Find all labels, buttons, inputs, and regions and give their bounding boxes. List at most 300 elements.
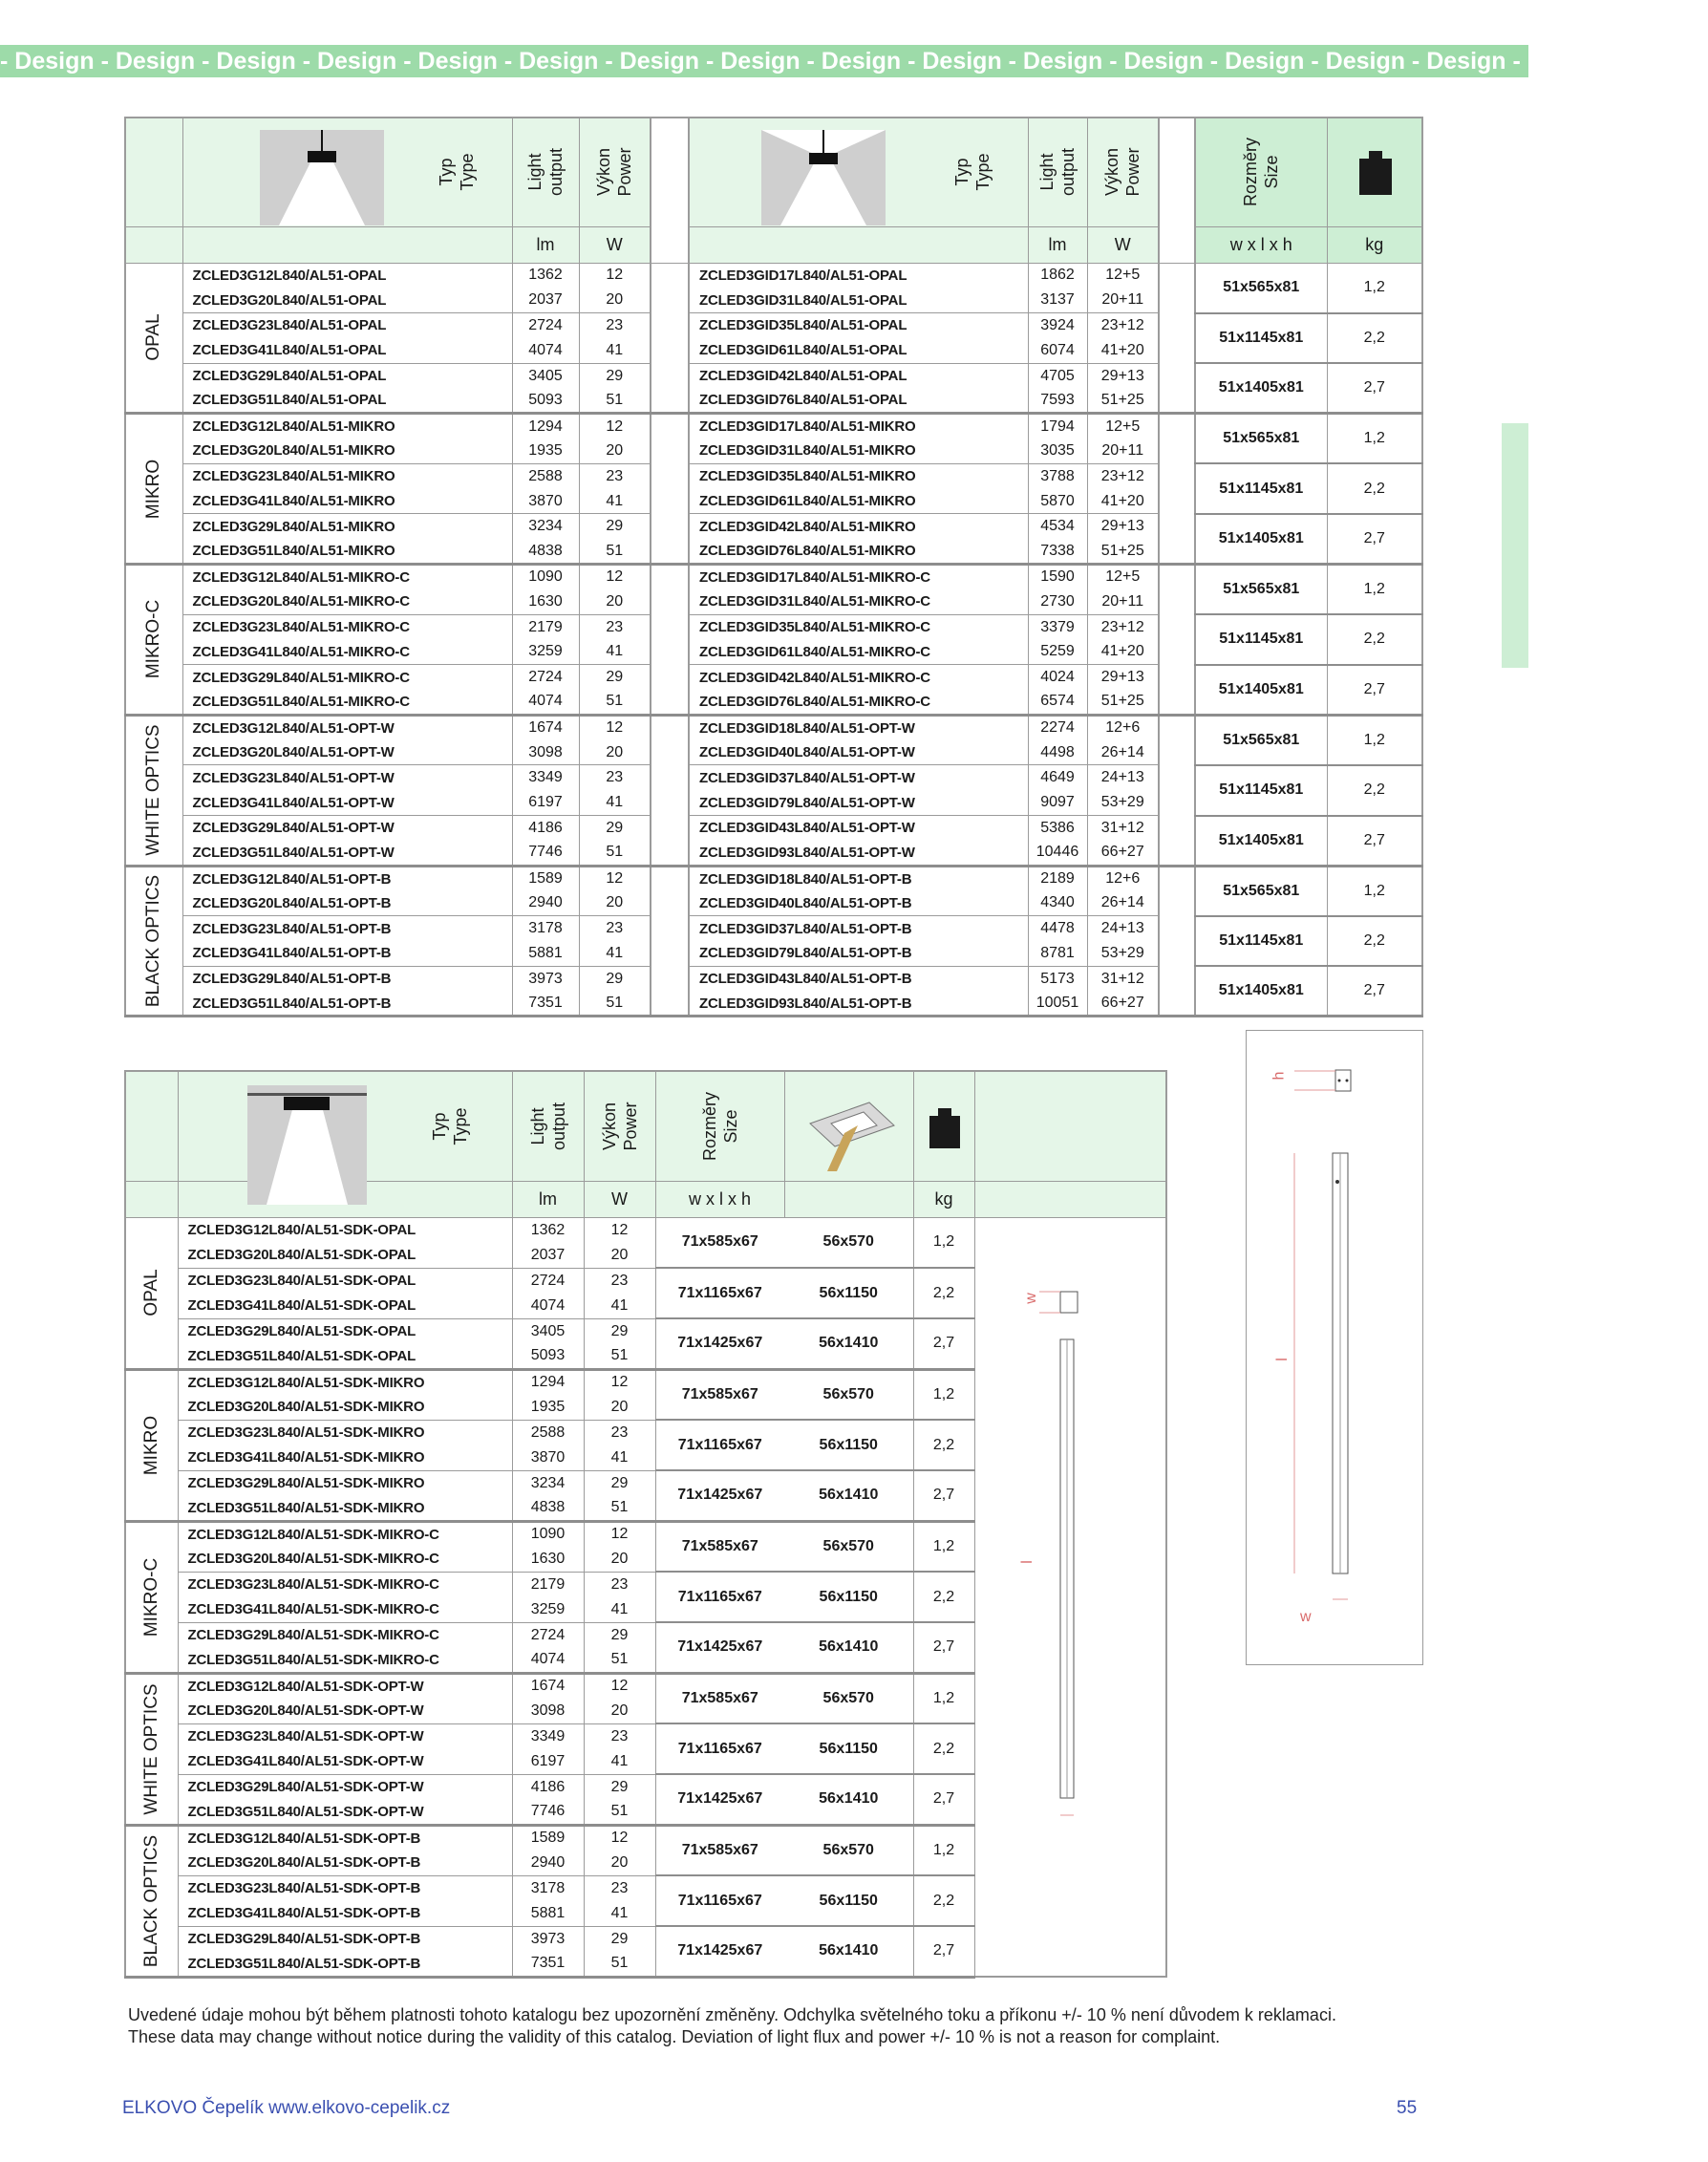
power-id: 41+20 — [1087, 489, 1159, 514]
group-label-text: WHITE OPTICS — [143, 724, 164, 856]
size-value: 71x585x67 — [655, 1369, 784, 1420]
light-output: 3405 — [512, 1318, 584, 1344]
unit-w-3: W — [584, 1181, 655, 1217]
gap-cell — [651, 941, 689, 966]
power-id: 53+29 — [1087, 941, 1159, 966]
light-output-id: 10446 — [1028, 841, 1087, 866]
power: 41 — [584, 1445, 655, 1471]
size-value: 51x1145x81 — [1195, 765, 1327, 816]
group-header-blank-2 — [125, 1071, 178, 1181]
gap-cell — [651, 313, 689, 338]
group-label — [125, 1521, 178, 1673]
unit-blank-type — [182, 226, 512, 263]
part-number: ZCLED3G51L840/AL51-SDK-OPAL — [178, 1344, 512, 1370]
power: 51 — [579, 992, 651, 1017]
power-header-3: Výkon Power — [584, 1071, 655, 1181]
weight-value: 1,2 — [913, 1521, 974, 1572]
weight-value: 2,7 — [913, 1470, 974, 1521]
power: 20 — [579, 589, 651, 614]
gap-cell — [651, 539, 689, 564]
gap-cell — [651, 866, 689, 890]
light-output: 2179 — [512, 1572, 584, 1597]
light-output-id: 2274 — [1028, 715, 1087, 739]
size-value: 71x1425x67 — [655, 1622, 784, 1673]
table-row — [125, 363, 1422, 388]
size-value: 51x1145x81 — [1195, 313, 1327, 364]
power: 12 — [584, 1673, 655, 1699]
dim-label-l: l — [1273, 1358, 1291, 1361]
part-number: ZCLED3G41L840/AL51-SDK-MIKRO — [178, 1445, 512, 1471]
part-number-id: ZCLED3GID31L840/AL51-MIKRO-C — [689, 589, 1028, 614]
gap-cell — [1159, 941, 1195, 966]
type-header-3: Typ Type — [388, 1071, 512, 1181]
weight-value: 2,2 — [913, 1420, 974, 1470]
power-id: 51+25 — [1087, 690, 1159, 715]
power: 29 — [584, 1470, 655, 1496]
unit-lm-3: lm — [512, 1181, 584, 1217]
gap-cell — [651, 514, 689, 539]
light-output: 3349 — [512, 765, 579, 790]
part-number: ZCLED3G41L840/AL51-SDK-OPT-B — [178, 1901, 512, 1927]
gap-cell — [1159, 489, 1195, 514]
size-header-2: Rozměry Size — [655, 1071, 784, 1181]
part-number: ZCLED3G12L840/AL51-SDK-MIKRO-C — [187, 1526, 439, 1543]
power: 29 — [579, 966, 651, 991]
power-id: 12+5 — [1087, 263, 1159, 288]
weight-value: 1,2 — [913, 1369, 974, 1420]
gap-cell — [1159, 539, 1195, 564]
power: 51 — [579, 539, 651, 564]
part-number: ZCLED3G51L840/AL51-SDK-OPT-B — [178, 1952, 512, 1978]
power-header: Výkon Power — [579, 118, 651, 226]
light-output: 1294 — [512, 414, 579, 439]
size-value: 71x1165x67 — [655, 1268, 784, 1318]
power-id: 31+12 — [1087, 966, 1159, 991]
gap-cell — [1159, 514, 1195, 539]
light-output: 1294 — [512, 1369, 584, 1395]
size-value: 51x565x81 — [1195, 715, 1327, 765]
gap-cell — [1159, 639, 1195, 664]
part-number: ZCLED3G29L840/AL51-OPT-W — [192, 820, 395, 837]
light-output: 3349 — [512, 1723, 584, 1749]
gap-cell — [651, 288, 689, 312]
part-number-id: ZCLED3GID79L840/AL51-OPT-B — [689, 941, 1028, 966]
part-number: ZCLED3G51L840/AL51-SDK-MIKRO-C — [178, 1648, 512, 1674]
part-number-id: ZCLED3GID35L840/AL51-MIKRO — [699, 468, 916, 485]
gap-cell — [651, 740, 689, 765]
power-id: 20+11 — [1087, 439, 1159, 463]
light-output-id: 4478 — [1028, 916, 1087, 941]
power: 23 — [584, 1420, 655, 1445]
gap-cell — [1159, 338, 1195, 363]
weight-value: 2,7 — [1327, 966, 1422, 1017]
gap-cell — [1159, 614, 1195, 639]
power-id: 24+13 — [1087, 765, 1159, 790]
cutout-value: 56x1150 — [784, 1572, 913, 1622]
table-row — [125, 966, 1422, 991]
power-id: 29+13 — [1087, 514, 1159, 539]
unit-cutout-blank — [784, 1181, 913, 1217]
part-number-id: ZCLED3GID35L840/AL51-OPAL — [699, 317, 907, 334]
cutout-value: 56x1150 — [784, 1875, 913, 1926]
cutout-value: 56x570 — [784, 1217, 913, 1268]
weight-value: 2,7 — [1327, 363, 1422, 414]
light-output: 2179 — [512, 614, 579, 639]
gap-cell — [651, 715, 689, 739]
light-output: 7746 — [512, 1800, 584, 1826]
power-id: 53+29 — [1087, 790, 1159, 815]
gap-cell — [1159, 414, 1195, 439]
type-header: Typ Type — [402, 118, 512, 226]
group-label — [125, 1217, 178, 1369]
light-output: 4074 — [512, 338, 579, 363]
unit-lm-2: lm — [1028, 226, 1087, 263]
power: 20 — [579, 890, 651, 915]
table-row — [125, 765, 1422, 790]
power: 12 — [579, 414, 651, 439]
power: 12 — [579, 715, 651, 739]
light-output: 1935 — [512, 1395, 584, 1421]
power: 12 — [584, 1521, 655, 1547]
part-number: ZCLED3G41L840/AL51-SDK-OPT-W — [178, 1749, 512, 1775]
part-number-id: ZCLED3GID42L840/AL51-OPAL — [699, 368, 907, 385]
group-label — [125, 565, 182, 716]
light-output: 1362 — [512, 263, 579, 288]
light-output: 2724 — [512, 1622, 584, 1648]
gap-cell — [651, 665, 689, 690]
part-number: ZCLED3G41L840/AL51-MIKRO — [182, 489, 512, 514]
light-output-header-2: Light output — [1028, 118, 1087, 226]
power: 51 — [584, 1496, 655, 1522]
table-row — [125, 463, 1422, 488]
weight-value: 2,7 — [913, 1774, 974, 1825]
power-id: 23+12 — [1087, 463, 1159, 488]
table-row — [125, 715, 1422, 739]
light-output: 4074 — [512, 690, 579, 715]
light-output-id: 2730 — [1028, 589, 1087, 614]
power: 29 — [584, 1774, 655, 1800]
weight-value: 2,2 — [913, 1875, 974, 1926]
part-number: ZCLED3G41L840/AL51-OPT-W — [182, 790, 512, 815]
unit-kg-2: kg — [913, 1181, 974, 1217]
light-output-id: 8781 — [1028, 941, 1087, 966]
size-value: 71x585x67 — [655, 1521, 784, 1572]
power: 29 — [579, 514, 651, 539]
dim-label-l-2: l — [1018, 1560, 1035, 1564]
part-number: ZCLED3G29L840/AL51-OPT-B — [192, 971, 392, 988]
light-output: 2940 — [512, 1851, 584, 1876]
part-number-id: ZCLED3GID17L840/AL51-OPAL — [699, 267, 907, 284]
part-number-id: ZCLED3GID76L840/AL51-MIKRO-C — [689, 690, 1028, 715]
light-output-header: Light output — [512, 118, 579, 226]
unit-blank-2 — [125, 1181, 178, 1217]
power: 23 — [579, 313, 651, 338]
weight-value: 1,2 — [1327, 565, 1422, 615]
gap-cell — [1159, 388, 1195, 413]
size-value: 71x1165x67 — [655, 1420, 784, 1470]
power: 20 — [584, 1243, 655, 1269]
light-output: 3234 — [512, 1470, 584, 1496]
weight-value: 2,2 — [913, 1723, 974, 1774]
size-value: 51x1145x81 — [1195, 614, 1327, 665]
weight-value: 1,2 — [913, 1217, 974, 1268]
size-value: 71x1425x67 — [655, 1318, 784, 1369]
part-number-id: ZCLED3GID37L840/AL51-OPT-B — [699, 920, 912, 937]
disclaimer-cz: Uvedené údaje mohou být během platnosti tohoto katalogu bez upozornění změněny. Odchylka světelného toku a příkonu +/- 10 % není důvodem k reklamaci. — [128, 2005, 1336, 2024]
power: 41 — [579, 639, 651, 664]
power: 29 — [584, 1318, 655, 1344]
light-output: 5093 — [512, 388, 579, 413]
light-output: 2724 — [512, 665, 579, 690]
power: 20 — [584, 1547, 655, 1573]
cutout-value: 56x570 — [784, 1521, 913, 1572]
part-number: ZCLED3G20L840/AL51-MIKRO-C — [182, 589, 512, 614]
size-value: 71x1425x67 — [655, 1926, 784, 1977]
gap-cell — [1159, 288, 1195, 312]
light-output: 2724 — [512, 1268, 584, 1294]
table-row — [125, 916, 1422, 941]
part-number: ZCLED3G51L840/AL51-MIKRO — [182, 539, 512, 564]
weight-value: 2,2 — [1327, 614, 1422, 665]
size-value: 51x565x81 — [1195, 414, 1327, 464]
light-output-id: 4534 — [1028, 514, 1087, 539]
header-blank-right — [974, 1071, 1166, 1181]
weight-value: 1,2 — [913, 1673, 974, 1723]
light-output: 3098 — [512, 1699, 584, 1724]
group-label-text: MIKRO-C — [143, 600, 164, 679]
light-output: 1674 — [512, 1673, 584, 1699]
power-id: 41+20 — [1087, 639, 1159, 664]
gap-cell — [1159, 715, 1195, 739]
cutout-value: 56x1410 — [784, 1470, 913, 1521]
unit-blank — [125, 226, 182, 263]
gap-cell — [1159, 992, 1195, 1017]
power: 20 — [579, 740, 651, 765]
luminaire-icon-1 — [182, 118, 402, 226]
part-number: ZCLED3G20L840/AL51-MIKRO — [182, 439, 512, 463]
power: 12 — [584, 1825, 655, 1851]
power: 41 — [584, 1749, 655, 1775]
power: 41 — [579, 338, 651, 363]
power: 41 — [579, 790, 651, 815]
part-number: ZCLED3G23L840/AL51-SDK-OPT-W — [187, 1728, 424, 1745]
power-id: 29+13 — [1087, 665, 1159, 690]
power-id: 23+12 — [1087, 614, 1159, 639]
cutout-value: 56x1410 — [784, 1774, 913, 1825]
power: 20 — [584, 1851, 655, 1876]
size-value: 51x1145x81 — [1195, 916, 1327, 967]
light-output: 7351 — [512, 992, 579, 1017]
luminaire-icon-3 — [178, 1071, 388, 1181]
cutout-value: 56x1410 — [784, 1318, 913, 1369]
part-number-id: ZCLED3GID40L840/AL51-OPT-W — [689, 740, 1028, 765]
size-value: 51x1405x81 — [1195, 514, 1327, 565]
light-output: 4838 — [512, 1496, 584, 1522]
table-row — [125, 665, 1422, 690]
light-output-id: 10051 — [1028, 992, 1087, 1017]
power: 51 — [584, 1800, 655, 1826]
part-number: ZCLED3G23L840/AL51-SDK-MIKRO — [187, 1424, 425, 1441]
weight-value: 2,2 — [913, 1572, 974, 1622]
light-output: 3405 — [512, 363, 579, 388]
power-id: 51+25 — [1087, 539, 1159, 564]
light-output: 3259 — [512, 639, 579, 664]
cutout-value: 56x570 — [784, 1673, 913, 1723]
gap-cell — [651, 790, 689, 815]
power: 23 — [579, 463, 651, 488]
power: 29 — [579, 816, 651, 841]
weight-value: 1,2 — [913, 1825, 974, 1875]
light-output: 1589 — [512, 866, 579, 890]
light-output: 3870 — [512, 489, 579, 514]
light-output-id: 3137 — [1028, 288, 1087, 312]
light-output: 4838 — [512, 539, 579, 564]
light-output: 1630 — [512, 589, 579, 614]
disclaimer-en: These data may change without notice during the validity of this catalog. Deviation of light flux and power +/- 10 % is not a reason for complaint. — [128, 2027, 1221, 2046]
group-label — [125, 1673, 178, 1825]
light-output-id: 3379 — [1028, 614, 1087, 639]
unit-wlh: w x l x h — [1195, 226, 1327, 263]
power: 12 — [584, 1369, 655, 1395]
part-number-id: ZCLED3GID61L840/AL51-MIKRO-C — [689, 639, 1028, 664]
gap-cell — [651, 765, 689, 790]
part-number: ZCLED3G29L840/AL51-MIKRO-C — [192, 669, 410, 686]
part-number: ZCLED3G20L840/AL51-SDK-MIKRO — [178, 1395, 512, 1421]
part-number: ZCLED3G51L840/AL51-SDK-OPT-W — [178, 1800, 512, 1826]
part-number-id: ZCLED3GID18L840/AL51-OPT-B — [699, 870, 912, 888]
light-output: 1090 — [512, 1521, 584, 1547]
light-output-id: 4340 — [1028, 890, 1087, 915]
power: 41 — [579, 941, 651, 966]
part-number-id: ZCLED3GID42L840/AL51-MIKRO — [699, 518, 916, 535]
group-header-blank — [125, 118, 182, 226]
light-output-id: 4024 — [1028, 665, 1087, 690]
part-number: ZCLED3G23L840/AL51-SDK-MIKRO-C — [187, 1576, 439, 1593]
part-number: ZCLED3G23L840/AL51-SDK-OPAL — [187, 1273, 416, 1289]
power: 41 — [584, 1294, 655, 1319]
size-value: 71x585x67 — [655, 1825, 784, 1875]
power: 51 — [584, 1648, 655, 1674]
group-label — [125, 263, 182, 414]
design-banner: - Design - Design - Design - Design - Design - Design - Design - Design - Design - Design - Design - Design - Design - Design - Design - Design - Design — [0, 45, 1528, 77]
part-number-id: ZCLED3GID43L840/AL51-OPT-W — [699, 820, 915, 837]
part-number-id: ZCLED3GID17L840/AL51-MIKRO-C — [699, 568, 930, 586]
light-output-id: 1794 — [1028, 414, 1087, 439]
power-id: 23+12 — [1087, 313, 1159, 338]
power: 29 — [584, 1622, 655, 1648]
gap-cell — [1159, 866, 1195, 890]
part-number: ZCLED3G41L840/AL51-OPAL — [182, 338, 512, 363]
weight-icon-2 — [913, 1071, 974, 1181]
light-output: 3259 — [512, 1597, 584, 1623]
gap-cell — [651, 916, 689, 941]
size-value: 51x1405x81 — [1195, 363, 1327, 414]
power-id: 66+27 — [1087, 992, 1159, 1017]
part-number: ZCLED3G51L840/AL51-OPT-W — [182, 841, 512, 866]
power-id: 31+12 — [1087, 816, 1159, 841]
unit-blank-right — [974, 1181, 1166, 1217]
group-label-text: MIKRO — [140, 1415, 161, 1475]
size-value: 71x1165x67 — [655, 1723, 784, 1774]
gap-cell — [651, 992, 689, 1017]
power-id: 26+14 — [1087, 740, 1159, 765]
table-row — [125, 866, 1422, 890]
power: 12 — [579, 866, 651, 890]
gap-cell — [1159, 439, 1195, 463]
power: 23 — [584, 1572, 655, 1597]
part-number-id: ZCLED3GID93L840/AL51-OPT-W — [689, 841, 1028, 866]
gap-cell-2 — [1159, 118, 1195, 263]
part-number: ZCLED3G12L840/AL51-SDK-MIKRO — [187, 1374, 425, 1391]
light-output: 6197 — [512, 1749, 584, 1775]
part-number: ZCLED3G29L840/AL51-SDK-OPAL — [187, 1323, 416, 1339]
gap-cell — [651, 489, 689, 514]
cutout-value: 56x1150 — [784, 1723, 913, 1774]
light-output-id: 3035 — [1028, 439, 1087, 463]
weight-value: 2,7 — [913, 1926, 974, 1977]
ceiling-cutout-icon — [784, 1071, 913, 1181]
unit-w: W — [579, 226, 651, 263]
gap-cell — [1159, 890, 1195, 915]
light-output: 4186 — [512, 816, 579, 841]
weight-value: 2,2 — [913, 1268, 974, 1318]
light-output: 4186 — [512, 1774, 584, 1800]
weight-value: 2,7 — [913, 1622, 974, 1673]
part-number-id: ZCLED3GID43L840/AL51-OPT-B — [699, 971, 912, 988]
part-number: ZCLED3G12L840/AL51-SDK-OPT-W — [187, 1678, 424, 1695]
gap-cell — [651, 614, 689, 639]
gap-cell — [651, 565, 689, 589]
light-output-id: 5173 — [1028, 966, 1087, 991]
power: 23 — [579, 614, 651, 639]
light-output-id: 6074 — [1028, 338, 1087, 363]
part-number: ZCLED3G51L840/AL51-SDK-MIKRO — [178, 1496, 512, 1522]
group-label-text: WHITE OPTICS — [140, 1682, 161, 1815]
light-output: 3178 — [512, 916, 579, 941]
weight-icon — [1327, 118, 1422, 226]
power: 29 — [579, 665, 651, 690]
part-number: ZCLED3G20L840/AL51-SDK-MIKRO-C — [178, 1547, 512, 1573]
power: 41 — [584, 1597, 655, 1623]
unit-wlh-2: w x l x h — [655, 1181, 784, 1217]
weight-value: 1,2 — [1327, 414, 1422, 464]
size-value: 51x1405x81 — [1195, 816, 1327, 867]
part-number: ZCLED3G20L840/AL51-OPT-W — [182, 740, 512, 765]
light-output-id: 9097 — [1028, 790, 1087, 815]
light-output: 2724 — [512, 313, 579, 338]
light-output-id: 5386 — [1028, 816, 1087, 841]
gap-cell — [1159, 565, 1195, 589]
power: 51 — [584, 1344, 655, 1370]
power-id: 66+27 — [1087, 841, 1159, 866]
part-number-id: ZCLED3GID61L840/AL51-MIKRO — [689, 489, 1028, 514]
power: 29 — [579, 363, 651, 388]
unit-blank-type-2 — [689, 226, 1028, 263]
gap-cell — [1159, 740, 1195, 765]
light-output: 1589 — [512, 1825, 584, 1851]
light-output: 2588 — [512, 463, 579, 488]
size-value: 71x585x67 — [655, 1217, 784, 1268]
light-output: 1674 — [512, 715, 579, 739]
part-number-id: ZCLED3GID31L840/AL51-MIKRO — [689, 439, 1028, 463]
light-output: 2037 — [512, 288, 579, 312]
power-id: 20+11 — [1087, 589, 1159, 614]
light-output: 3098 — [512, 740, 579, 765]
size-value: 51x565x81 — [1195, 263, 1327, 313]
light-output-id: 3924 — [1028, 313, 1087, 338]
table-row — [125, 263, 1422, 288]
power: 23 — [579, 765, 651, 790]
